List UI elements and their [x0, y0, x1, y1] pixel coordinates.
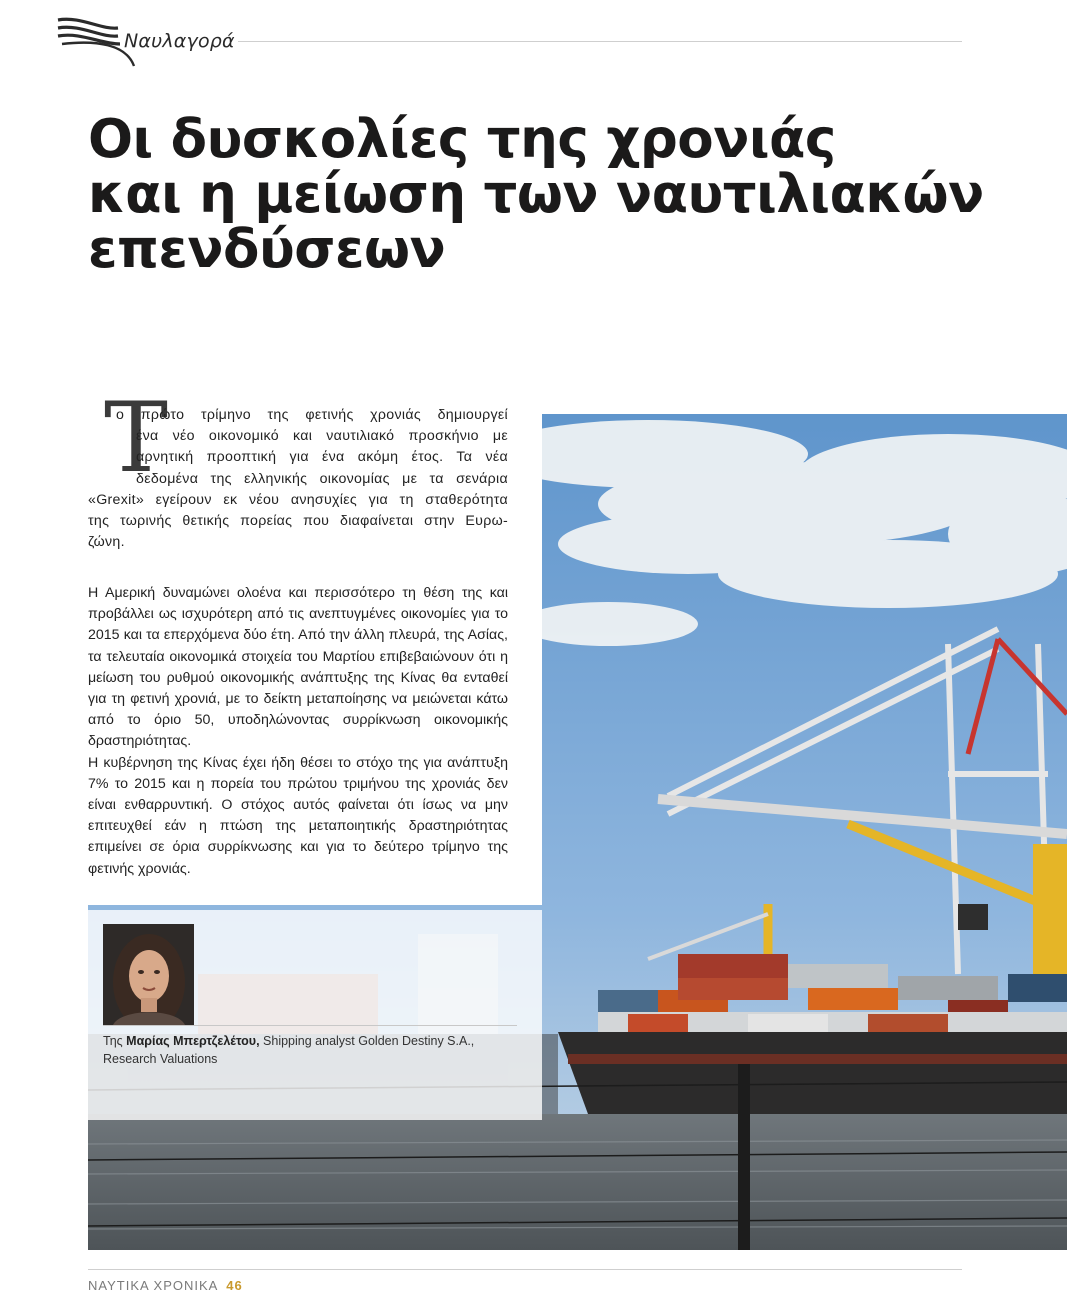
byline-divider [103, 1025, 517, 1026]
author-portrait [103, 924, 194, 1025]
drop-cap: Τ [104, 382, 169, 494]
header-divider [238, 41, 962, 42]
lead-line: αρνητική προοπτική για ένα ακόμη έτος. Τα νέα [136, 449, 508, 466]
lead-line: ένα νέο οικονομικό και ναυτιλιακό προσκήνιο με [136, 428, 508, 445]
lead-paragraph [88, 405, 508, 553]
title-line: και η μείωση των ναυτιλιακών [88, 164, 984, 225]
article-body [88, 583, 508, 880]
article-title [88, 109, 988, 280]
lead-line: «Grexit» εγείρουν εκ νέου ανησυχίες για τη σταθερότητα [88, 491, 508, 508]
lead-line: ο πρώτο τρίμηνο της φετινής χρονιάς δημιουργεί [116, 407, 508, 423]
body-paragraph: Η κυβέρνηση της Κίνας έχει ήδη θέσει το στόχο της για ανάπτυξη 7% το 2015 και η πορεία του πρώτου τριμήνου της χρονιάς δεν είναι ενθαρρυντική. Ο στόχος αυτός φαίνεται ότι ίσως να μην επιτευχθεί εάν η πτώση της μεταποιητικής δραστηριότητας επιμείνει σε όρια συρρίκνωσης και για το δεύτερο τρίμηνο της φετινής χρονιάς. [88, 754, 508, 877]
lead-line: ζώνη. [88, 534, 125, 551]
author-name: Μαρίας Μπερτζελέτου, [126, 1034, 260, 1048]
body-paragraph: Η Αμερική δυναμώνει ολοένα και περισσότερο τη θέση της και προβάλλει ως ισχυρότερη από τις ανεπτυγμένες οικονομίες για το 2015 και τα επερχόμενα δύο έτη. Από την άλλη πλευρά, της Ασίας, τα τελευταία οικονομικά στοιχεία του Μαρτίου επιβεβαιώνουν ότι η μείωση του ρυθμού οικονομικής ανάπτυξης της Κίνας θα ενταθεί για τη φετινή χρονιά, με το δείκτη μεταποίησης να μειώνεται κάτω από το όριο 50, υποδηλώνοντας συρρίκνωση οικονομικής δραστηριότητας. [88, 585, 508, 750]
title-line: επενδύσεων [88, 219, 446, 280]
author-role: Shipping analyst Golden Destiny S.A., [259, 1034, 475, 1048]
page-number: 46 [226, 1278, 243, 1293]
publication-name: ΝΑΥΤΙΚΑ ΧΡΟΝΙΚΑ [88, 1278, 218, 1293]
lead-line: δεδομένα της ελληνικής οικονομίας με τα σενάρια [136, 470, 508, 487]
page-header [56, 14, 962, 74]
byline-prefix: Της [103, 1034, 127, 1048]
author-affiliation: Research Valuations [103, 1052, 218, 1066]
title-line: Οι δυσκολίες της χρονιάς [88, 109, 836, 170]
section-label: Ναυλαγορά [124, 30, 235, 52]
footer-divider [88, 1269, 962, 1270]
lead-line: της τωρινής θετικής πορείας που διαφαίνεται στην Ευρω- [88, 513, 508, 530]
author-byline [103, 1032, 523, 1068]
